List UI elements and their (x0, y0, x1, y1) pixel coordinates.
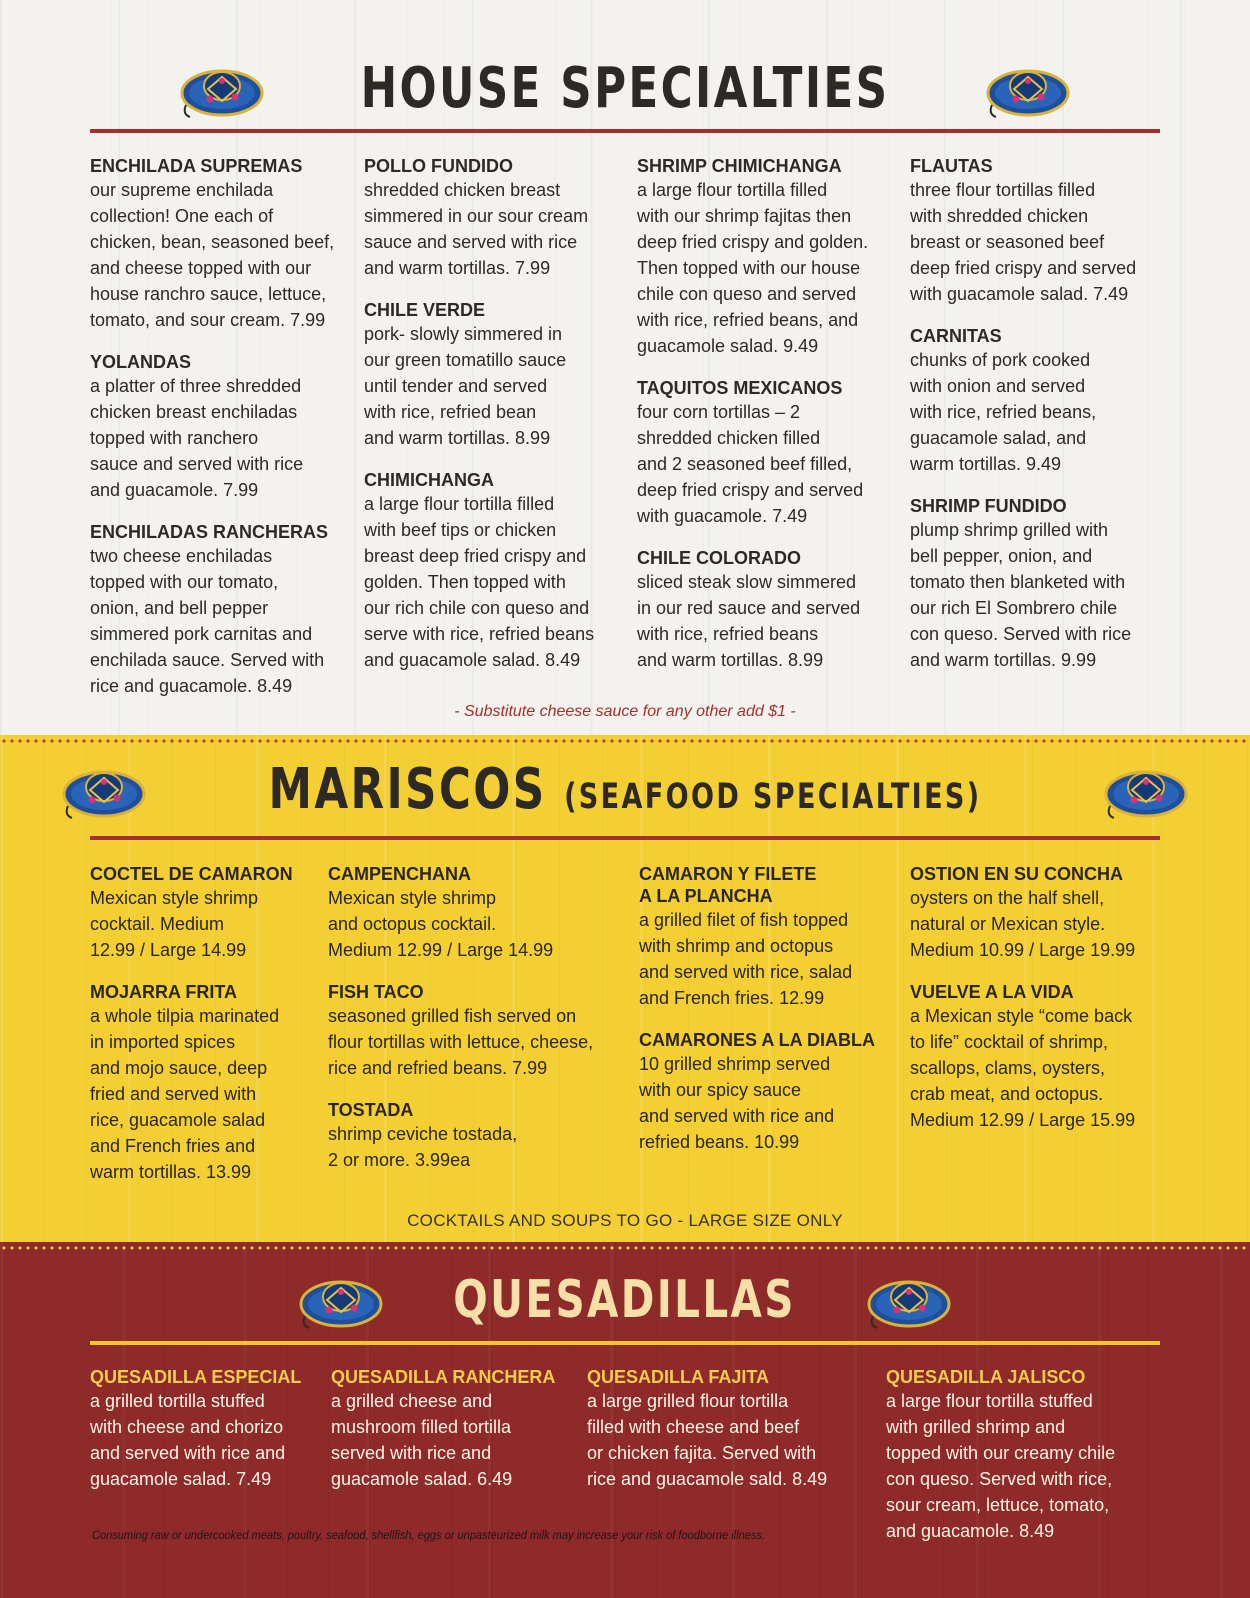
mariscos-divider (90, 836, 1160, 840)
menu-item (364, 469, 624, 673)
sombrero-icon (867, 1270, 951, 1330)
menu-item (587, 1366, 877, 1492)
item-name: FLAUTAS (910, 156, 993, 176)
house-specialties-section (0, 0, 1250, 735)
item-description: a grilled filet of fish topped with shrimp and octopus and served with rice, salad and French fries. 12.99 (639, 910, 853, 1008)
item-name: OSTION EN SU CONCHA (910, 864, 1124, 884)
item-name: SHRIMP CHIMICHANGA (637, 156, 842, 176)
quesadillas-column-2 (331, 1366, 581, 1510)
item-name: QUESADILLA JALISCO (886, 1367, 1086, 1387)
item-name: ENCHILADAS RANCHERAS (90, 522, 329, 542)
item-description: three flour tortillas filled with shredded chicken breast or seasoned beef deep fried crispy and served with guacamole salad. 7.49 (910, 180, 1137, 304)
item-description: a large flour tortilla filled with our shrimp fajitas then deep fried crispy and golden. Then topped with our house chile con queso and served with rice, refried beans, and guacamole salad. 9.49 (637, 180, 869, 356)
mariscos-column-3 (639, 863, 899, 1173)
item-name: CAMARONES A LA DIABLA (639, 1030, 875, 1050)
menu-item (331, 1366, 581, 1492)
item-description: pork- slowly simmered in our green tomatillo sauce until tender and served with rice, refried bean and warm tortillas. 8.99 (364, 324, 567, 448)
item-description: a platter of three shredded chicken breast enchiladas topped with ranchero sauce and served with rice and guacamole. 7.99 (90, 376, 304, 500)
menu-item (910, 981, 1160, 1133)
menu-item (637, 377, 899, 529)
item-name: TOSTADA (328, 1100, 414, 1120)
sombrero-icon (299, 1270, 383, 1330)
mariscos-title-row (0, 757, 1250, 822)
menu-item (90, 981, 315, 1185)
item-description: a Mexican style “come back to life” cocktail of shrimp, scallops, clams, oysters, crab meat, and octopus. Medium 12.99 / Large 15.99 (910, 1006, 1136, 1130)
menu-item (910, 495, 1160, 673)
item-description: shrimp ceviche tostada, 2 or more. 3.99ea (328, 1124, 518, 1170)
substitute-note: - Substitute cheese sauce for any other add $1 - (454, 703, 796, 720)
house-title-row (0, 56, 1250, 121)
menu-item (90, 521, 350, 699)
mariscos-title-main: MARISCOS (268, 757, 547, 822)
item-description: a whole tilpia marinated in imported spices and mojo sauce, deep fried and served with rice, guacamole salad and French fries and warm tortillas. 13.99 (90, 1006, 280, 1182)
menu-item (637, 547, 899, 673)
item-description: a large flour tortilla stuffed with grilled shrimp and topped with our creamy chile con queso. Served with rice, sour cream, lettuce, tomato, and guacamole. 8.49 (886, 1391, 1116, 1541)
item-description: oysters on the half shell, natural or Mexican style. Medium 10.99 / Large 19.99 (910, 888, 1136, 960)
sombrero-icon (62, 760, 146, 820)
dotted-border (0, 739, 1250, 743)
menu-item (910, 325, 1160, 477)
item-description: four corn tortillas – 2 shredded chicken filled and 2 seasoned beef filled, deep fried crispy and served with guacamole. 7.49 (637, 402, 864, 526)
item-description: Mexican style shrimp and octopus cocktail. Medium 12.99 / Large 14.99 (328, 888, 554, 960)
menu-item (328, 1099, 628, 1173)
item-description: 10 grilled shrimp served with our spicy sauce and served with rice and refried beans. 10.99 (639, 1054, 835, 1152)
item-description: a large flour tortilla filled with beef tips or chicken breast deep fried crispy and golden. Then topped with our rich chile con queso and serve with rice, refried beans and guacamole salad. 8.49 (364, 494, 595, 670)
item-name: QUESADILLA ESPECIAL (90, 1367, 302, 1387)
quesadillas-column-3 (587, 1366, 877, 1510)
item-description: a grilled tortilla stuffed with cheese and chorizo and served with rice and guacamole salad. 7.49 (90, 1391, 286, 1489)
menu-item (910, 863, 1160, 963)
menu-item (637, 155, 899, 359)
item-name: TAQUITOS MEXICANOS (637, 378, 843, 398)
menu-item (90, 351, 350, 503)
sombrero-icon (986, 59, 1070, 119)
item-description: shredded chicken breast simmered in our sour cream sauce and served with rice and warm tortillas. 7.99 (364, 180, 589, 278)
item-description: a large grilled flour tortilla filled with cheese and beef or chicken fajita. Served with rice and guacamole sald. 8.49 (587, 1391, 828, 1489)
house-column-1 (90, 155, 350, 717)
menu-item (639, 1029, 899, 1155)
quesadillas-column-4 (886, 1366, 1166, 1562)
sombrero-icon (1104, 760, 1188, 820)
menu-item (639, 863, 899, 1011)
house-column-2 (364, 155, 624, 691)
item-description: Mexican style shrimp cocktail. Medium 12.99 / Large 14.99 (90, 888, 259, 960)
item-name: CAMARON Y FILETE A LA PLANCHA (639, 864, 817, 906)
item-description: sliced steak slow simmered in our red sauce and served with rice, refried beans and warm tortillas. 8.99 (637, 572, 861, 670)
mariscos-section (0, 735, 1250, 1242)
menu-item (90, 1366, 325, 1492)
item-name: CHILE VERDE (364, 300, 486, 320)
item-name: POLLO FUNDIDO (364, 156, 513, 176)
quesadillas-title: QUESADILLAS (453, 1270, 797, 1330)
quesadillas-divider (90, 1341, 1160, 1345)
menu-item (364, 155, 624, 281)
sombrero-icon (180, 59, 264, 119)
item-name: CARNITAS (910, 326, 1002, 346)
item-name: CHIMICHANGA (364, 470, 494, 490)
menu-item (364, 299, 624, 451)
mariscos-title-sub: (SEAFOOD SPECIALTIES) (564, 777, 982, 817)
item-name: QUESADILLA RANCHERA (331, 1367, 556, 1387)
quesadillas-column-1 (90, 1366, 325, 1510)
menu-item (90, 155, 350, 333)
item-name: ENCHILADA SUPREMAS (90, 156, 303, 176)
food-safety-warning: Consuming raw or undercooked meats, poultry, seafood, shellfish, eggs or unpasteurized milk may increase your risk of foodborne illness. (92, 1528, 765, 1542)
item-description: chunks of pork cooked with onion and served with rice, refried beans, guacamole salad, and warm tortillas. 9.49 (910, 350, 1097, 474)
mariscos-title (269, 757, 982, 822)
item-name: VUELVE A LA VIDA (910, 982, 1074, 1002)
item-description: two cheese enchiladas topped with our tomato, onion, and bell pepper simmered pork carnitas and enchilada sauce. Served with rice and guacamole. 8.49 (90, 546, 325, 696)
quesadillas-section (0, 1242, 1250, 1598)
item-name: MOJARRA FRITA (90, 982, 237, 1002)
item-name: FISH TACO (328, 982, 424, 1002)
item-description: plump shrimp grilled with bell pepper, onion, and tomato then blanketed with our rich El Sombrero chile con queso. Served with rice and warm tortillas. 9.99 (910, 520, 1132, 670)
item-description: our supreme enchilada collection! One each of chicken, bean, seasoned beef, and cheese topped with our house ranchro sauce, lettuce, tomato, and sour cream. 7.99 (90, 180, 335, 330)
mariscos-column-2 (328, 863, 628, 1191)
menu-item (886, 1366, 1166, 1544)
house-column-3 (637, 155, 899, 691)
dotted-border (0, 1246, 1250, 1250)
quesadillas-title-row (0, 1270, 1250, 1330)
house-divider (90, 129, 1160, 133)
menu-item (328, 981, 628, 1081)
item-description: seasoned grilled fish served on flour tortillas with lettuce, cheese, rice and refried beans. 7.99 (328, 1006, 594, 1078)
mariscos-column-4 (910, 863, 1160, 1151)
item-name: CAMPENCHANA (328, 864, 471, 884)
item-name: QUESADILLA FAJITA (587, 1367, 770, 1387)
menu-item (90, 863, 315, 963)
item-name: CHILE COLORADO (637, 548, 801, 568)
item-description: a grilled cheese and mushroom filled tortilla served with rice and guacamole salad. 6.49 (331, 1391, 513, 1489)
menu-item (328, 863, 628, 963)
mariscos-column-1 (90, 863, 315, 1203)
item-name: SHRIMP FUNDIDO (910, 496, 1067, 516)
item-name: COCTEL DE CAMARON (90, 864, 293, 884)
to-go-note: COCKTAILS AND SOUPS TO GO - LARGE SIZE ONLY (407, 1211, 843, 1230)
menu-item (910, 155, 1160, 307)
item-name: YOLANDAS (90, 352, 192, 372)
house-title: HOUSE SPECIALTIES (360, 56, 890, 121)
house-column-4 (910, 155, 1160, 691)
